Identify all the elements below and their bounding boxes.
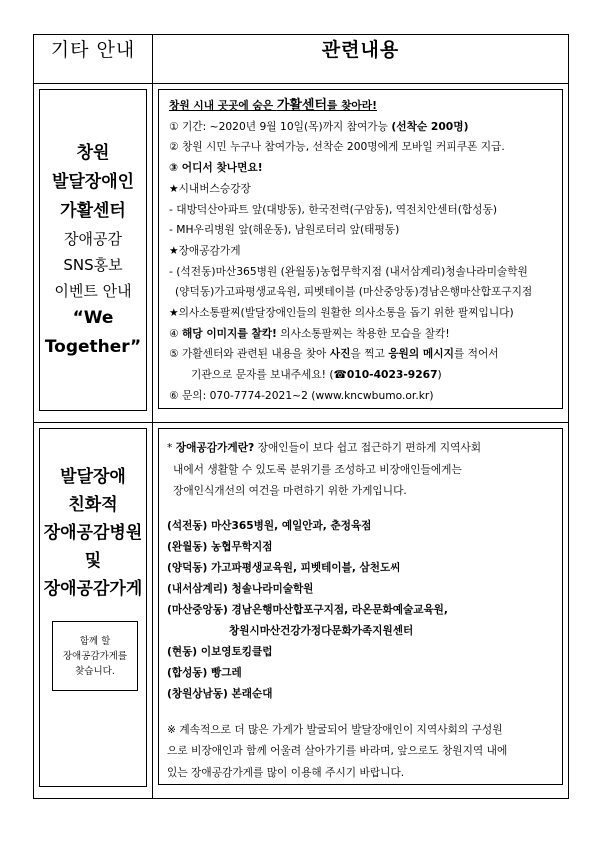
section2-label-box <box>39 428 147 787</box>
section2-label-line: 장애공감병원 <box>43 523 143 543</box>
section1-label-cell <box>34 84 153 423</box>
section1-content-box <box>158 89 563 409</box>
section1-label-line: 장애공감 <box>64 229 122 248</box>
section2-label-line: 발달장애 <box>60 467 126 487</box>
recruit-note-line: 함께 할 <box>79 635 111 647</box>
event-message-step-cont: 기관으로 문자를 보내주세요! (☎010-4023-9267) <box>191 368 442 382</box>
event-title: 창원 시내 곳곳에 숨은 가활센터를 찾아라! <box>169 98 377 113</box>
recruit-note-line: 장애공감가게를 <box>62 650 128 662</box>
store-list-item: (완월동) 농협무학지점 <box>167 540 273 553</box>
header-col1: 기타 안내 <box>34 35 153 84</box>
bus-stop-title: ★시내버스승강장 <box>169 181 251 195</box>
recruit-note-box <box>52 621 138 691</box>
store-list-item: (마산중앙동) 경남은행마산합포구지점, 라온문화예술교육원, <box>167 603 448 616</box>
store-list-item: (합성동) 빵그레 <box>167 666 242 679</box>
section1-row <box>34 84 569 423</box>
section2-label <box>40 463 146 603</box>
event-eligibility: ② 창원 시민 누구나 참여가능, 선착순 200명에게 모바일 커피쿠폰 지급. <box>169 140 505 154</box>
section1-label-line: 가활센터 <box>60 200 126 221</box>
info-table <box>33 34 569 799</box>
store-list-item: 창원시마산건강가정다문화가족지원센터 <box>229 624 414 637</box>
section1-label-line: 창원 <box>76 142 110 163</box>
store-list-item: (석전동) 마산365병원, 예일안과, 춘정육점 <box>167 519 372 532</box>
store-definition-cont: 내에서 생활할 수 있도록 분위기를 조성하고 비장애인들에게는 <box>173 462 462 476</box>
closing-note: 있는 장애공감가게를 많이 이용해 주시기 바랍니다. <box>167 765 405 779</box>
store-title: ★장애공감가게 <box>169 243 241 257</box>
section1-content-cell <box>153 84 569 423</box>
section2-label-cell <box>34 423 153 799</box>
store-list-item: (현동) 이보영토킹클럽 <box>167 645 273 658</box>
event-photo-step: ④ 해당 이미지를 찰칵! 의사소통팔찌는 착용한 모습을 찰칵! <box>169 326 450 340</box>
event-contact: ⑥ 문의: 070-7774-2021~2 (www.kncwbumo.or.kr) <box>169 388 434 402</box>
section1-label-line: 발달장애인 <box>51 171 135 192</box>
section1-label-line: SNS홍보 <box>63 255 123 274</box>
section1-label-line: Together” <box>44 336 142 357</box>
section2-label-line: 및 <box>84 551 102 571</box>
section2-label-line: 장애공감가게 <box>43 579 143 599</box>
section2-content-cell <box>153 423 569 799</box>
section2-label-line: 친화적 <box>68 495 118 515</box>
closing-note: ※ 계속적으로 더 많은 가게가 발굴되어 발달장애인이 지역사회의 구성원 <box>167 722 503 736</box>
store-line: (양덕동)가고파평생교육원, 피벳테이블 (마산중앙동)경남은행마산합포구지점 <box>175 285 533 299</box>
section2-row <box>34 423 569 799</box>
header-col2: 관련내용 <box>153 35 569 84</box>
section1-label-line: 이벤트 안내 <box>54 281 132 300</box>
store-list-item: (창원상남동) 본래순대 <box>167 687 273 700</box>
section1-label-line: “We <box>72 307 114 328</box>
event-where: ③ 어디서 찾나면요! <box>169 161 263 175</box>
store-list-item: (양덕동) 가고파평생교육원, 피벳테이블, 삼천도씨 <box>167 561 401 574</box>
section1-label-box <box>39 89 147 411</box>
bus-stop-line: - MH우리병원 앞(해운동), 남원로터리 앞(태평동) <box>169 223 400 237</box>
event-message-step: ⑤ 가활센터와 관련된 내용을 찾아 사진을 찍고 응원의 메시지를 적어서 <box>169 347 499 361</box>
section2-content-box <box>158 428 563 785</box>
bracelet-line: ★의사소통팔찌(발달장애인들의 원활한 의사소통을 돕기 위한 팔찌입니다) <box>169 306 514 320</box>
store-line: - (석전동)마산365병원 (완월동)농협무학지점 (내서삼계리)청솔나라미술학원 <box>169 264 528 278</box>
header-row <box>34 35 569 84</box>
closing-note: 으로 비장애인과 함께 어울려 살아가기를 바라며, 앞으로도 창원지역 내에 <box>167 744 508 757</box>
recruit-note-line: 찾습니다. <box>75 665 115 677</box>
store-definition: * 장애공감가게란? 장애인들이 보다 쉽고 접근하기 편하게 지역사회 <box>167 441 482 454</box>
store-list-item: (내서삼계리) 청솔나라미술학원 <box>167 582 314 595</box>
store-definition-cont: 장애인식개선의 여건을 마련하기 위한 가게입니다. <box>173 484 407 497</box>
event-period: ① 기간: ~2020년 9월 10일(목)까지 참여가능 (선착순 200명) <box>169 119 469 133</box>
bus-stop-line: - 대방덕산아파트 앞(대방동), 한국전력(구암동), 역전치안센터(합성동) <box>169 202 498 216</box>
